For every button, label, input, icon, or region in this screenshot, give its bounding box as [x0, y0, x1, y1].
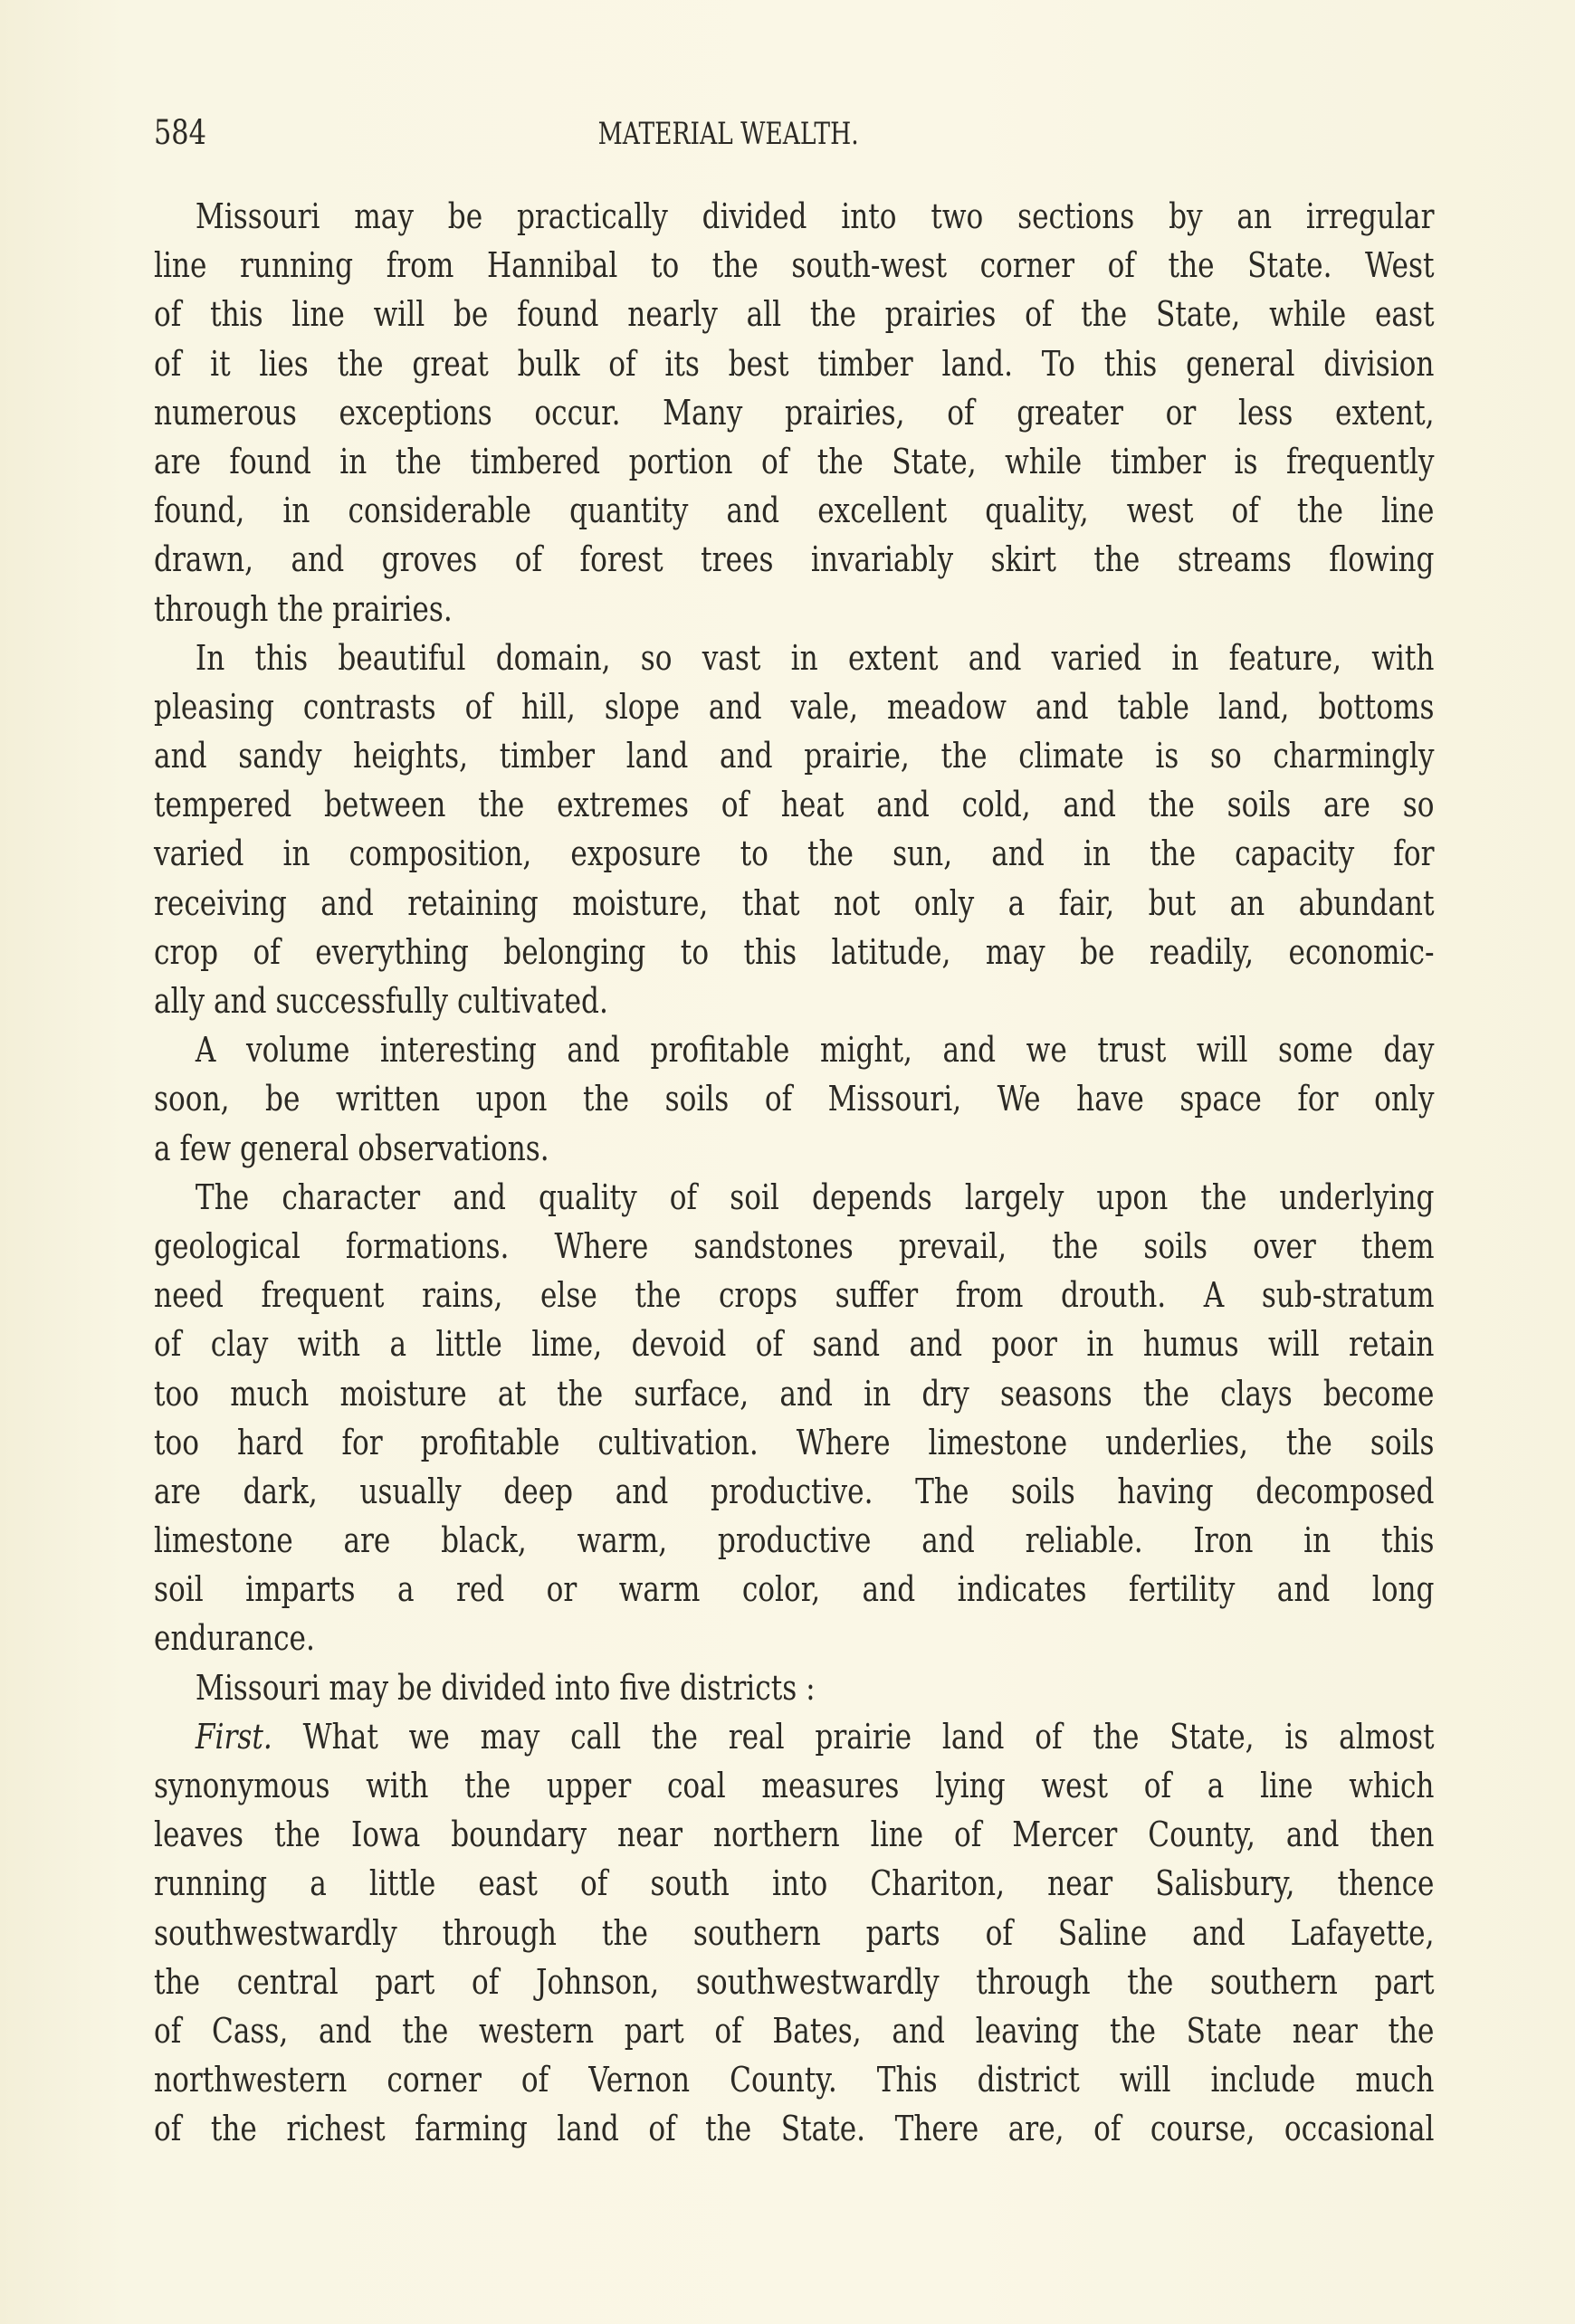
text-line: a few general observations.	[154, 1128, 549, 1168]
text-line: of the richest farming land of the State. There are, of course, occasional	[154, 2109, 1435, 2149]
paragraph	[154, 192, 1435, 633]
text-line: the central part of Johnson, southwestwardly through the southern part	[154, 1961, 1435, 2002]
text-line: In this beautiful domain, so vast in extent and varied in feature, with	[195, 637, 1435, 678]
body-text	[154, 192, 1435, 2154]
text-line: varied in composition, exposure to the sun, and in the capacity for	[154, 833, 1435, 874]
running-head	[0, 116, 1575, 152]
paragraph	[154, 1025, 1435, 1173]
text-line: soon, be written upon the soils of Missouri, We have space for only	[154, 1079, 1435, 1119]
text-line: of Cass, and the western part of Bates, and leaving the State near the	[154, 2010, 1435, 2051]
text-line: leaves the Iowa boundary near northern line of Mercer County, and then	[154, 1814, 1435, 1855]
paragraph	[154, 1663, 1435, 1712]
text-line: numerous exceptions occur. Many prairies, of greater or less extent,	[154, 392, 1435, 433]
text-line: running a little east of south into Chariton, near Salisbury, thence	[154, 1863, 1435, 1904]
text-line: drawn, and groves of forest trees invariably skirt the streams flowing	[154, 539, 1435, 580]
text-line: synonymous with the upper coal measures lying west of a line which	[154, 1766, 1435, 1805]
text-line: receiving and retaining moisture, that not only a fair, but an abundant	[154, 882, 1435, 923]
text-line: and sandy heights, timber land and prairie, the climate is so charmingly	[154, 736, 1435, 776]
text-line: Missouri may be divided into five districts :	[195, 1667, 816, 1708]
text-line: southwestwardly through the southern parts of Saline and Lafayette,	[154, 1912, 1435, 1953]
text-line: soil imparts a red or warm color, and indicates fertility and long	[154, 1569, 1435, 1610]
text-line: The character and quality of soil depends largely upon the underlying	[195, 1176, 1435, 1217]
text-line: limestone are black, warm, productive and reliable. Iron in this	[154, 1520, 1435, 1561]
text-line: are dark, usually deep and productive. The soils having decomposed	[154, 1471, 1435, 1511]
text-line: are found in the timbered portion of the State, while timber is frequently	[154, 441, 1435, 481]
text-line: Missouri may be practically divided into two sections by an irregular	[195, 196, 1435, 236]
italic-lead: First.	[195, 1716, 272, 1757]
text-line: line running from Hannibal to the south-west corner of the State. West	[154, 245, 1435, 286]
text-line: crop of everything belonging to this latitude, may be readily, economic-	[154, 931, 1435, 972]
text-line: northwestern corner of Vernon County. This district will include much	[154, 2060, 1435, 2100]
text-line: too much moisture at the surface, and in dry seasons the clays become	[154, 1373, 1435, 1414]
text-line: pleasing contrasts of hill, slope and vale, meadow and table land, bottoms	[154, 686, 1435, 727]
text-line: geological formations. Where sandstones prevail, the soils over them	[154, 1225, 1435, 1266]
text-line: ally and successfully cultivated.	[154, 981, 608, 1021]
text-line: First. What we may call the real prairie land of the State, is almost	[195, 1716, 1435, 1757]
text-line: of it lies the great bulk of its best timber land. To this general division	[154, 343, 1435, 384]
text-line: need frequent rains, else the crops suffer from drouth. A sub-stratum	[154, 1275, 1435, 1316]
text-line: tempered between the extremes of heat and cold, and the soils are so	[154, 785, 1435, 825]
text-line: of clay with a little lime, devoid of sand and poor in humus will retain	[154, 1324, 1435, 1365]
paragraph	[154, 1173, 1435, 1663]
text-line: too hard for profitable cultivation. Where limestone underlies, the soils	[154, 1422, 1435, 1462]
text-line: of this line will be found nearly all the prairies of the State, while east	[154, 294, 1435, 335]
paragraph	[154, 1712, 1435, 2154]
text-line: through the prairies.	[154, 588, 453, 629]
text-line: endurance.	[154, 1618, 315, 1659]
paragraph	[154, 633, 1435, 1026]
running-head-text: MATERIAL WEALTH.	[597, 116, 860, 152]
text-line: found, in considerable quantity and excellent quality, west of the line	[154, 491, 1435, 531]
text-line: A volume interesting and profitable might, and we trust will some day	[195, 1030, 1435, 1071]
page-number: 584	[154, 113, 206, 152]
